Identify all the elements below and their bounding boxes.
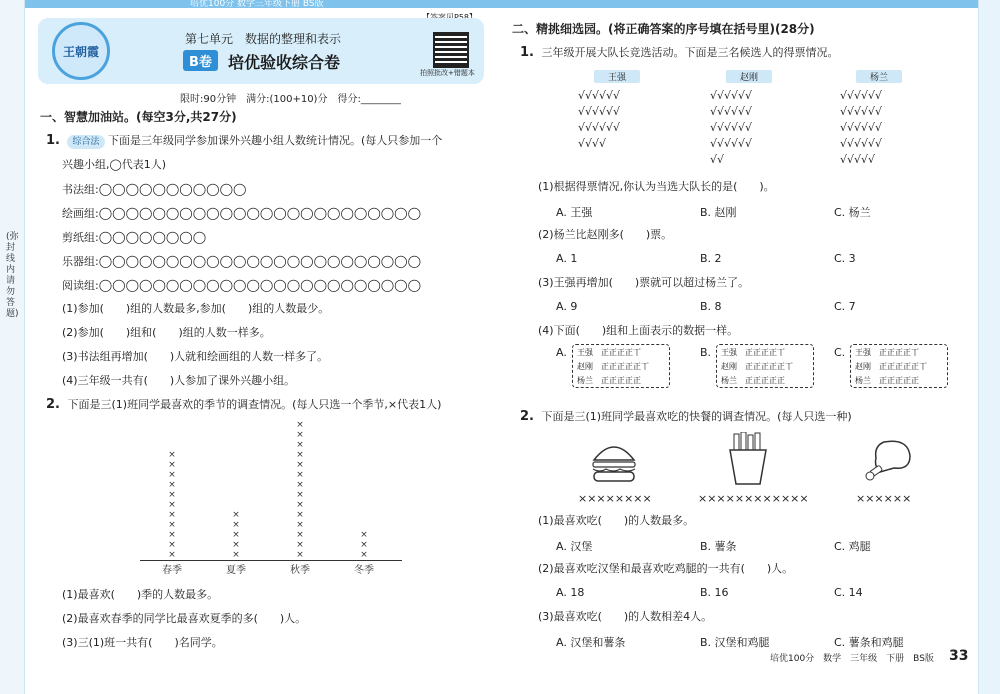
option: C. 薯条和鸡腿	[834, 636, 904, 649]
x-mark: ×	[168, 490, 176, 500]
x-mark: ×	[296, 490, 304, 500]
q1-sub2: (2)参加( )组和( )组的人数一样多。	[62, 326, 271, 339]
q2-number: 2.	[46, 397, 60, 412]
tally-row: 杨兰 正正正正正	[855, 376, 919, 385]
season-label: 冬季	[354, 565, 374, 576]
option: B. 8	[700, 300, 722, 313]
x-mark: ×	[232, 530, 240, 540]
group-row	[62, 206, 421, 221]
x-mark: ×	[232, 510, 240, 520]
section-1-heading: 一、智慧加油站。(每空3分,共27分)	[40, 110, 237, 124]
candidate-name: 赵刚	[726, 70, 772, 83]
vote-ticks: √√√√√√ √√√√√√ √√√√√√ √√√√	[578, 89, 621, 150]
tally-row: 赵刚 正正正正正丅	[721, 362, 793, 371]
option: B. 汉堡和鸡腿	[700, 636, 770, 649]
x-mark: ×	[168, 460, 176, 470]
top-banner-text: 培优100分 数学三年级下册 BS版	[190, 0, 324, 9]
x-mark: ×	[168, 510, 176, 520]
x-mark: ×	[296, 480, 304, 490]
x-mark: ×	[168, 540, 176, 550]
q2-sub1: (1)最喜欢( )季的人数最多。	[62, 588, 219, 601]
candidate-name: 王强	[594, 70, 640, 83]
x-mark: ×	[168, 520, 176, 530]
option: B. 薯条	[700, 540, 737, 553]
x-mark: ×	[296, 420, 304, 430]
x-mark: ×	[360, 530, 368, 540]
section-2-heading: 二、精挑细选园。(将正确答案的序号填在括号里)(28分)	[512, 22, 815, 36]
option: C. 3	[834, 252, 856, 265]
vote-ticks: √√√√√√ √√√√√√ √√√√√√ √√√√√√ √√	[710, 89, 753, 166]
x-mark: ×	[232, 540, 240, 550]
q1-line2: 兴趣小组,◯代表1人)	[62, 158, 167, 171]
right-page-edge	[978, 0, 1000, 694]
option: A. 汉堡和薯条	[556, 636, 626, 649]
group-row	[62, 278, 421, 293]
r-q2-number: 2.	[520, 409, 534, 424]
fries-icon	[726, 432, 770, 486]
x-mark: ×	[232, 550, 240, 560]
food-x-marks: ××××××××××××	[698, 492, 809, 505]
group-row	[62, 182, 246, 197]
r-q1-text: 三年级开展大队长竞选活动。下面是三名候选人的得票情况。	[541, 46, 839, 59]
r-q2-sub1: (1)最喜欢吃( )的人数最多。	[538, 514, 695, 527]
x-mark: ×	[296, 430, 304, 440]
chart-baseline	[140, 560, 402, 561]
vote-ticks: √√√√√√ √√√√√√ √√√√√√ √√√√√√ √√√√√	[840, 89, 883, 166]
food-x-marks: ××××××	[856, 492, 912, 505]
drumstick-icon	[864, 438, 914, 482]
season-label: 春季	[162, 565, 182, 576]
tally-row: 赵刚 正正正正正丅	[855, 362, 927, 371]
tally-option-label: C.	[834, 346, 846, 359]
brand-logo-text: 王朝霞	[62, 45, 99, 59]
group-circles: ◯◯◯◯◯◯◯◯◯◯◯◯◯◯◯◯◯◯◯◯◯◯◯◯	[98, 206, 422, 220]
option: A. 9	[556, 300, 578, 313]
q1-line1	[46, 134, 442, 149]
group-circles: ◯◯◯◯◯◯◯◯◯◯◯	[98, 182, 247, 196]
x-mark: ×	[296, 460, 304, 470]
r-q2-sub2: (2)最喜欢吃汉堡和最喜欢吃鸡腿的一共有( )人。	[538, 562, 794, 575]
volume-badge: B卷	[183, 50, 218, 71]
r-q1-line	[520, 46, 838, 60]
option: B. 16	[700, 586, 729, 599]
r-q1-number: 1.	[520, 45, 534, 60]
group-row	[62, 254, 421, 269]
group-label: 乐器组:	[62, 255, 99, 268]
q2-text: 下面是三(1)班同学最喜欢的季节的调查情况。(每人只选一个季节,×代表1人)	[67, 398, 442, 411]
x-mark: ×	[296, 470, 304, 480]
hamburger-icon	[590, 440, 638, 484]
group-label: 剪纸组:	[62, 231, 99, 244]
volume-title: 培优验收综合卷	[228, 53, 341, 72]
group-label: 阅读组:	[62, 279, 99, 292]
season-x-chart	[140, 410, 410, 585]
tally-row: 杨兰 正正正正正	[577, 376, 641, 385]
x-mark: ×	[168, 480, 176, 490]
x-mark: ×	[168, 530, 176, 540]
x-mark: ×	[360, 550, 368, 560]
option: C. 鸡腿	[834, 540, 871, 553]
group-circles: ◯◯◯◯◯◯◯◯	[98, 230, 207, 244]
x-mark: ×	[232, 520, 240, 530]
page-number: 33	[949, 648, 969, 664]
group-label: 书法组:	[62, 183, 99, 196]
r-q2-sub3: (3)最喜欢吃( )的人数相差4人。	[538, 610, 713, 623]
tally-option-label: A.	[556, 346, 567, 359]
option: A. 王强	[556, 206, 593, 219]
q1-sub3: (3)书法组再增加( )人就和绘画组的人数一样多了。	[62, 350, 329, 363]
r-q1-sub1: (1)根据得票情况,你认为当选大队长的是( )。	[538, 180, 775, 193]
q1-sub1: (1)参加( )组的人数最多,参加( )组的人数最少。	[62, 302, 330, 315]
x-mark: ×	[168, 500, 176, 510]
option: B. 2	[700, 252, 722, 265]
x-mark: ×	[296, 450, 304, 460]
group-row	[62, 230, 206, 245]
option: C. 14	[834, 586, 863, 599]
option: A. 18	[556, 586, 585, 599]
season-label: 秋季	[290, 565, 310, 576]
x-mark: ×	[296, 520, 304, 530]
r-q1-sub2: (2)杨兰比赵刚多( )票。	[538, 228, 673, 241]
x-mark: ×	[168, 450, 176, 460]
x-mark: ×	[296, 550, 304, 560]
option: A. 汉堡	[556, 540, 593, 553]
r-q1-sub3: (3)王强再增加( )票就可以超过杨兰了。	[538, 276, 750, 289]
group-circles: ◯◯◯◯◯◯◯◯◯◯◯◯◯◯◯◯◯◯◯◯◯◯◯◯	[98, 254, 422, 268]
q1-text: 下面是三年级同学参加课外兴趣小组人数统计情况。(每人只参加一个	[108, 134, 443, 147]
tally-row: 赵刚 正正正正正丅	[577, 362, 649, 371]
top-banner-bar	[0, 0, 1000, 8]
page-footer: 培优100分 数学 三年级 下册 BS版	[770, 654, 934, 664]
group-label: 绘画组:	[62, 207, 99, 220]
group-circles: ◯◯◯◯◯◯◯◯◯◯◯◯◯◯◯◯◯◯◯◯◯◯◯◯	[98, 278, 422, 292]
q1-number: 1.	[46, 133, 60, 148]
candidate-name: 杨兰	[856, 70, 902, 83]
x-mark: ×	[296, 540, 304, 550]
tally-box	[716, 344, 814, 388]
binding-strip	[0, 0, 25, 694]
r-q2-text: 下面是三(1)班同学最喜欢吃的快餐的调查情况。(每人只选一种)	[541, 410, 852, 423]
option: A. 1	[556, 252, 578, 265]
unit-title: 第七单元 数据的整理和表示	[185, 32, 342, 46]
x-mark: ×	[168, 470, 176, 480]
seal-line-note: (弥封线内请勿答题)	[6, 232, 19, 319]
tally-row: 王强 正正正正丅	[855, 348, 919, 357]
x-mark: ×	[296, 500, 304, 510]
tally-box	[850, 344, 948, 388]
season-label: 夏季	[226, 565, 246, 576]
q2-sub2: (2)最喜欢春季的同学比最喜欢夏季的多( )人。	[62, 612, 307, 625]
r-q2-line	[520, 410, 852, 424]
x-mark: ×	[168, 550, 176, 560]
food-x-marks: ××××××××	[578, 492, 652, 505]
r-q1-sub4: (4)下面( )组和上面表示的数据一样。	[538, 324, 739, 337]
qr-label: 拍照批改+错题本	[420, 69, 475, 77]
option: C. 杨兰	[834, 206, 871, 219]
option: C. 7	[834, 300, 856, 313]
exam-meta: 限时:90分钟 满分:(100+10)分 得分:________	[180, 94, 401, 105]
x-mark: ×	[296, 510, 304, 520]
x-mark: ×	[296, 440, 304, 450]
tally-option-label: B.	[700, 346, 712, 359]
option: B. 赵刚	[700, 206, 737, 219]
tally-row: 王强 正正正正丅	[721, 348, 785, 357]
method-tag: 综合法	[67, 135, 104, 149]
tally-row: 王强 正正正正丅	[577, 348, 641, 357]
q2-sub3: (3)三(1)班一共有( )名同学。	[62, 636, 223, 649]
q1-sub4: (4)三年级一共有( )人参加了课外兴趣小组。	[62, 374, 296, 387]
tally-row: 杨兰 正正正正正	[721, 376, 785, 385]
qr-code-icon[interactable]	[433, 32, 469, 68]
x-mark: ×	[296, 530, 304, 540]
x-mark: ×	[360, 540, 368, 550]
tally-box	[572, 344, 670, 388]
